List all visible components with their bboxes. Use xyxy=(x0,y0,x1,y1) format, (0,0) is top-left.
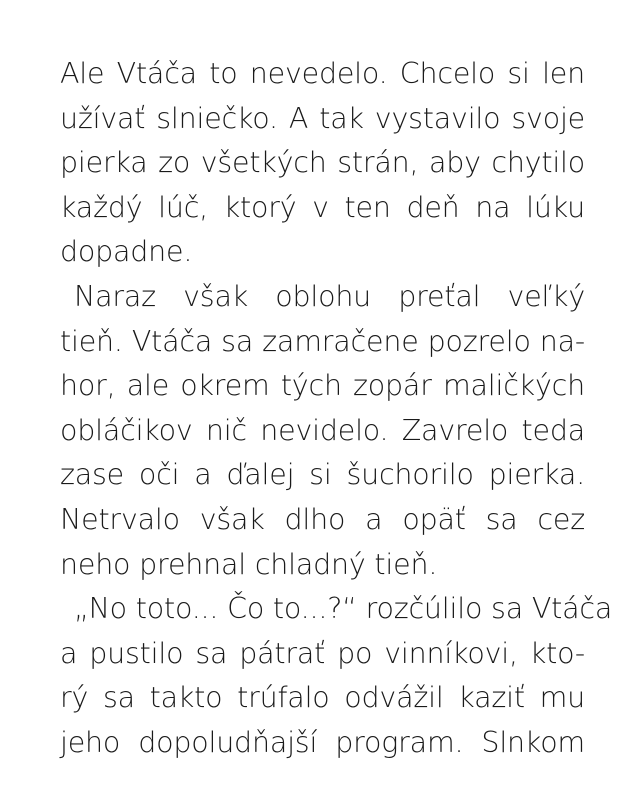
text-line: Netrvalo však dlho a opäť sa cez xyxy=(60,502,585,536)
text-line: neho prehnal chladný tieň. xyxy=(60,547,438,581)
text-line: užívať slniečko. A tak vystavilo svoje xyxy=(60,101,585,135)
text-line: pierka zo všetkých strán, aby chytilo xyxy=(60,146,585,180)
text-line: zase oči a ďalej si šuchorilo pierka. xyxy=(60,458,585,492)
text-line: Naraz však oblohu preťal veľký xyxy=(74,279,585,313)
text-line: „No toto... Čo to...?“ rozčúlilo sa Vtáča xyxy=(74,592,613,626)
text-line: hor, ale okrem tých zopár maličkých xyxy=(60,369,585,403)
text-line: každý lúč, ktorý v ten deň na lúku xyxy=(60,190,585,224)
book-page xyxy=(60,52,613,766)
text-line: tieň. Vtáča sa zamračene pozrelo na- xyxy=(60,324,585,358)
text-line: a pustilo sa pátrať po vinníkovi, kto- xyxy=(60,636,585,670)
text-line: Ale Vtáča to nevedelo. Chcelo si len xyxy=(60,57,585,90)
text-line: jeho dopoludňajší program. Slnkom xyxy=(60,725,585,759)
text-line: dopadne. xyxy=(60,235,193,269)
text-line: rý sa takto trúfalo odvážil kaziť mu xyxy=(60,681,585,715)
text-line: obláčikov nič nevidelo. Zavrelo teda xyxy=(60,413,585,447)
